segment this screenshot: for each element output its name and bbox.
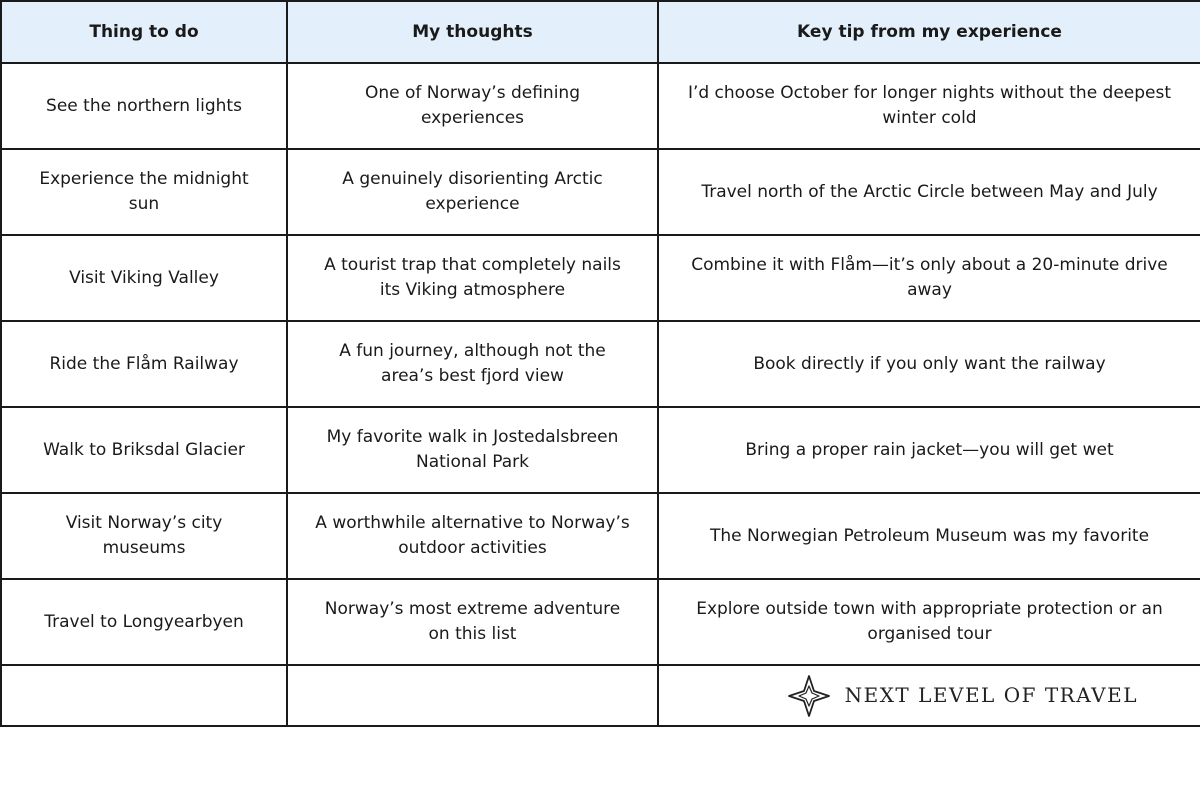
table-row bbox=[1, 63, 1200, 149]
brand-name: NEXT LEVEL OF TRAVEL bbox=[844, 683, 1138, 707]
cell-thoughts: A tourist trap that completely nails its Viking atmosphere bbox=[287, 235, 658, 321]
cell-thoughts: Norway’s most extreme adventure on this list bbox=[287, 579, 658, 665]
empty-cell bbox=[287, 665, 658, 726]
table-row bbox=[1, 235, 1200, 321]
cell-thoughts: A worthwhile alternative to Norway’s outdoor activities bbox=[287, 493, 658, 579]
table-row bbox=[1, 407, 1200, 493]
cell-thoughts: My favorite walk in Jostedalsbreen National Park bbox=[287, 407, 658, 493]
cell-tip: Bring a proper rain jacket—you will get wet bbox=[658, 407, 1200, 493]
cell-tip: Combine it with Flåm—it’s only about a 20-minute drive away bbox=[658, 235, 1200, 321]
brand-logo bbox=[685, 674, 1174, 718]
cell-thoughts: One of Norway’s defining experiences bbox=[287, 63, 658, 149]
cell-thing: Travel to Longyearbyen bbox=[1, 579, 287, 665]
header-my-thoughts: My thoughts bbox=[287, 1, 658, 63]
brand-cell bbox=[658, 665, 1200, 726]
cell-tip: Travel north of the Arctic Circle between May and July bbox=[658, 149, 1200, 235]
table-row bbox=[1, 579, 1200, 665]
cell-thing: See the northern lights bbox=[1, 63, 287, 149]
cell-thoughts: A fun journey, although not the area’s best fjord view bbox=[287, 321, 658, 407]
cell-tip: I’d choose October for longer nights without the deepest winter cold bbox=[658, 63, 1200, 149]
cell-tip: Explore outside town with appropriate protection or an organised tour bbox=[658, 579, 1200, 665]
cell-thing: Visit Norway’s city museums bbox=[1, 493, 287, 579]
table-header-row bbox=[1, 1, 1200, 63]
cell-tip: Book directly if you only want the railway bbox=[658, 321, 1200, 407]
cell-thing: Walk to Briksdal Glacier bbox=[1, 407, 287, 493]
table-row bbox=[1, 493, 1200, 579]
table-row bbox=[1, 321, 1200, 407]
empty-cell bbox=[1, 665, 287, 726]
header-key-tip: Key tip from my experience bbox=[658, 1, 1200, 63]
table-footer-row bbox=[1, 665, 1200, 726]
cell-thoughts: A genuinely disorienting Arctic experience bbox=[287, 149, 658, 235]
cell-tip: The Norwegian Petroleum Museum was my favorite bbox=[658, 493, 1200, 579]
header-thing-to-do: Thing to do bbox=[1, 1, 287, 63]
cell-thing: Visit Viking Valley bbox=[1, 235, 287, 321]
cell-thing: Ride the Flåm Railway bbox=[1, 321, 287, 407]
compass-star-icon bbox=[787, 674, 831, 718]
cell-thing: Experience the midnight sun bbox=[1, 149, 287, 235]
table-row bbox=[1, 149, 1200, 235]
